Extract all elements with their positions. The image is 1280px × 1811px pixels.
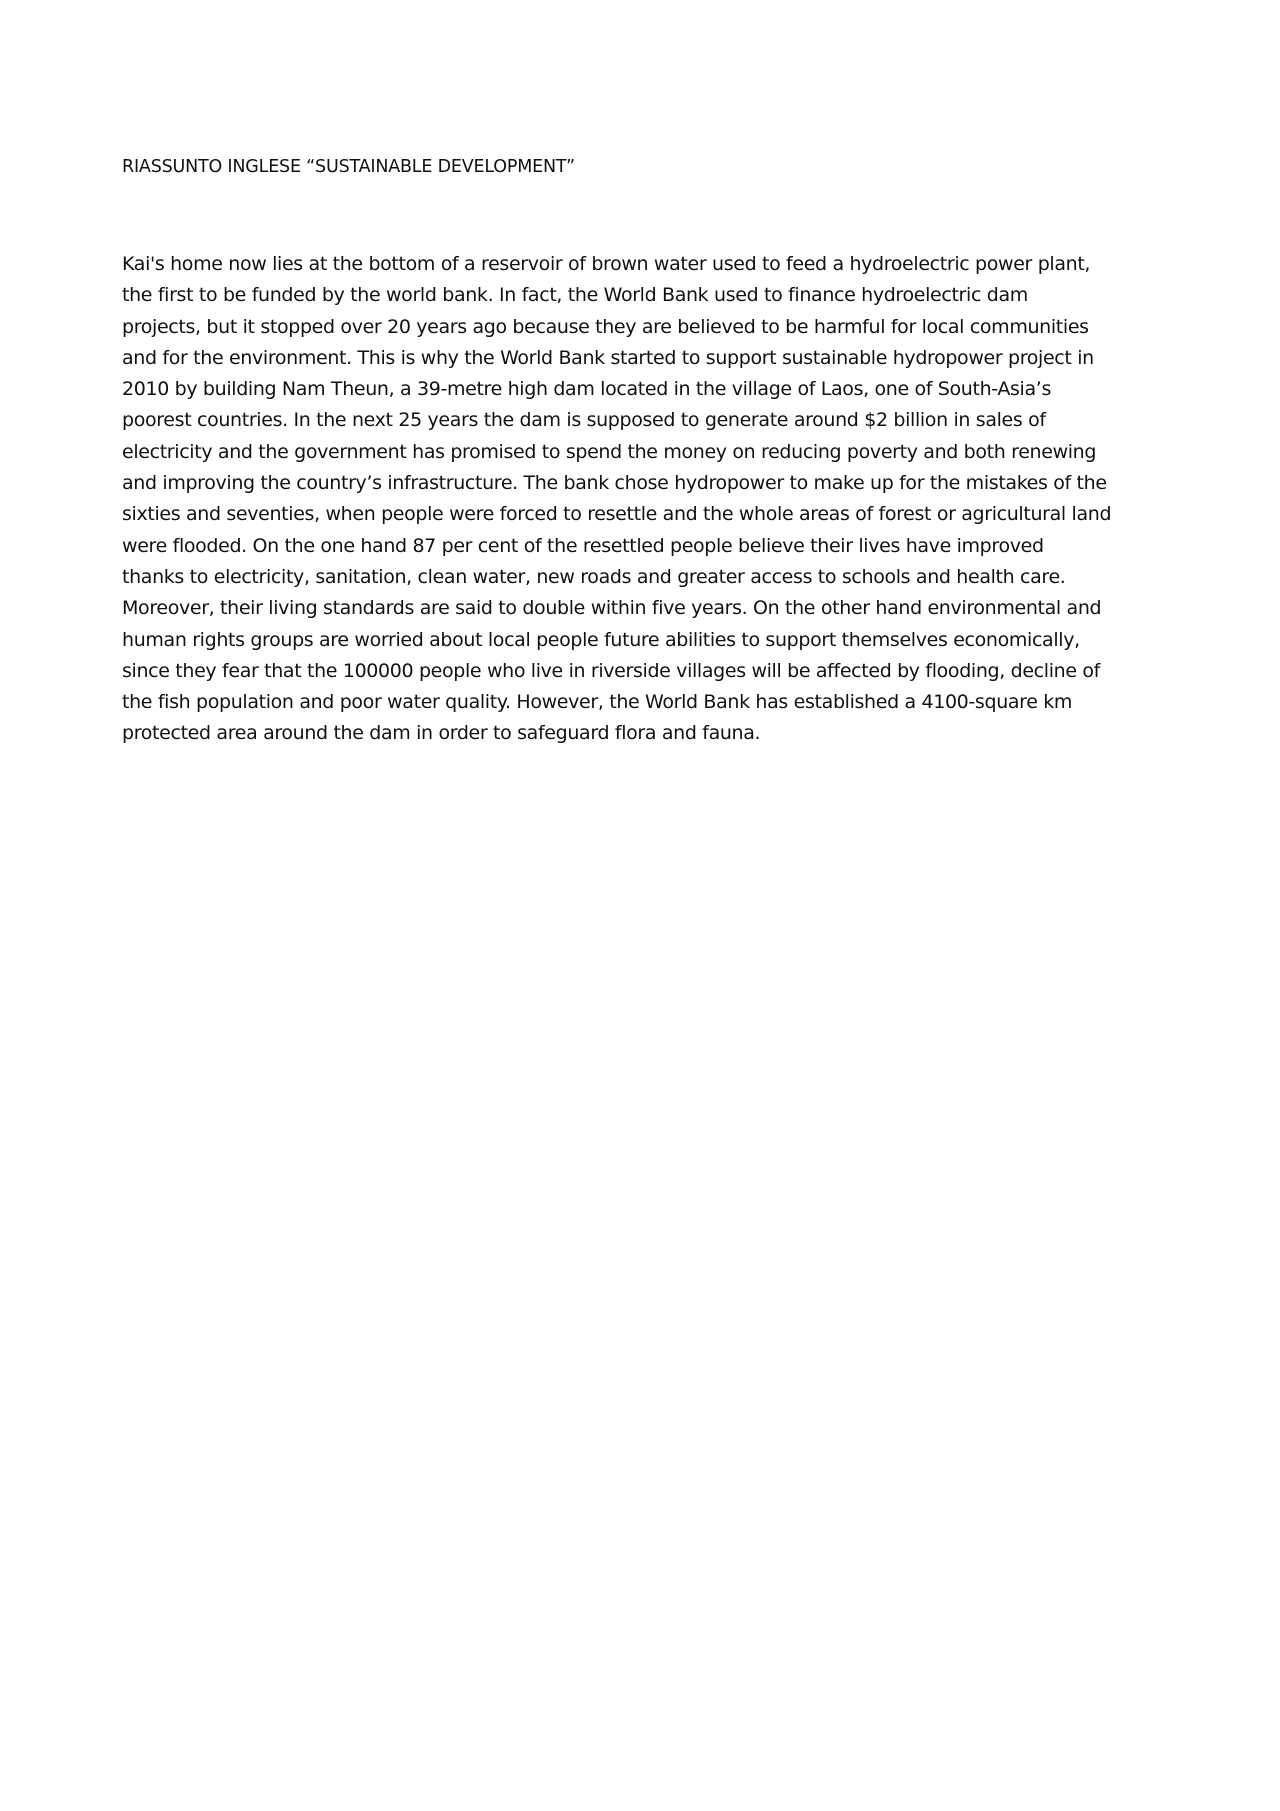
document-title: RIASSUNTO INGLESE “SUSTAINABLE DEVELOPMENT” (122, 157, 575, 177)
paragraph-line: were flooded. On the one hand 87 per cent of the resettled people believe their lives have improved (122, 534, 1044, 557)
paragraph-line: Kai's home now lies at the bottom of a reservoir of brown water used to feed a hydroelectric power plant, (122, 253, 1091, 275)
paragraph-line: and for the environment. This is why the World Bank started to support sustainable hydropower project in (122, 346, 1094, 369)
paragraph-line: and improving the country’s infrastructure. The bank chose hydropower to make up for the mistakes of the (122, 472, 1107, 495)
paragraph-line: human rights groups are worried about local people future abilities to support themselves economically, (122, 628, 1080, 651)
paragraph-line: protected area around the dam in order to safeguard flora and fauna. (122, 722, 761, 745)
paragraph-line: Moreover, their living standards are said to double within five years. On the other hand environmental and (122, 597, 1102, 620)
paragraph-line: thanks to electricity, sanitation, clean water, new roads and greater access to schools and health care. (122, 565, 1066, 588)
paragraph-line: poorest countries. In the next 25 years the dam is supposed to generate around $2 billion in sales of (122, 409, 1046, 432)
paragraph-line: sixties and seventies, when people were forced to resettle and the whole areas of forest or agricultural land (122, 503, 1112, 526)
paragraph-line: electricity and the government has promised to spend the money on reducing poverty and both renewing (122, 440, 1097, 463)
paragraph-line: the first to be funded by the world bank. In fact, the World Bank used to finance hydroelectric dam (122, 284, 1028, 307)
paragraph-line: projects, but it stopped over 20 years ago because they are believed to be harmful for local communities (122, 315, 1089, 338)
paragraph-line: the fish population and poor water quality. However, the World Bank has established a 4100-square km (122, 691, 1073, 714)
paragraph-line: since they fear that the 100000 people who live in riverside villages will be affected by flooding, decline of (122, 659, 1100, 682)
body-paragraph (122, 249, 1182, 750)
paragraph-line: 2010 by building Nam Theun, a 39-metre high dam located in the village of Laos, one of South-Asia’s (122, 378, 1052, 401)
